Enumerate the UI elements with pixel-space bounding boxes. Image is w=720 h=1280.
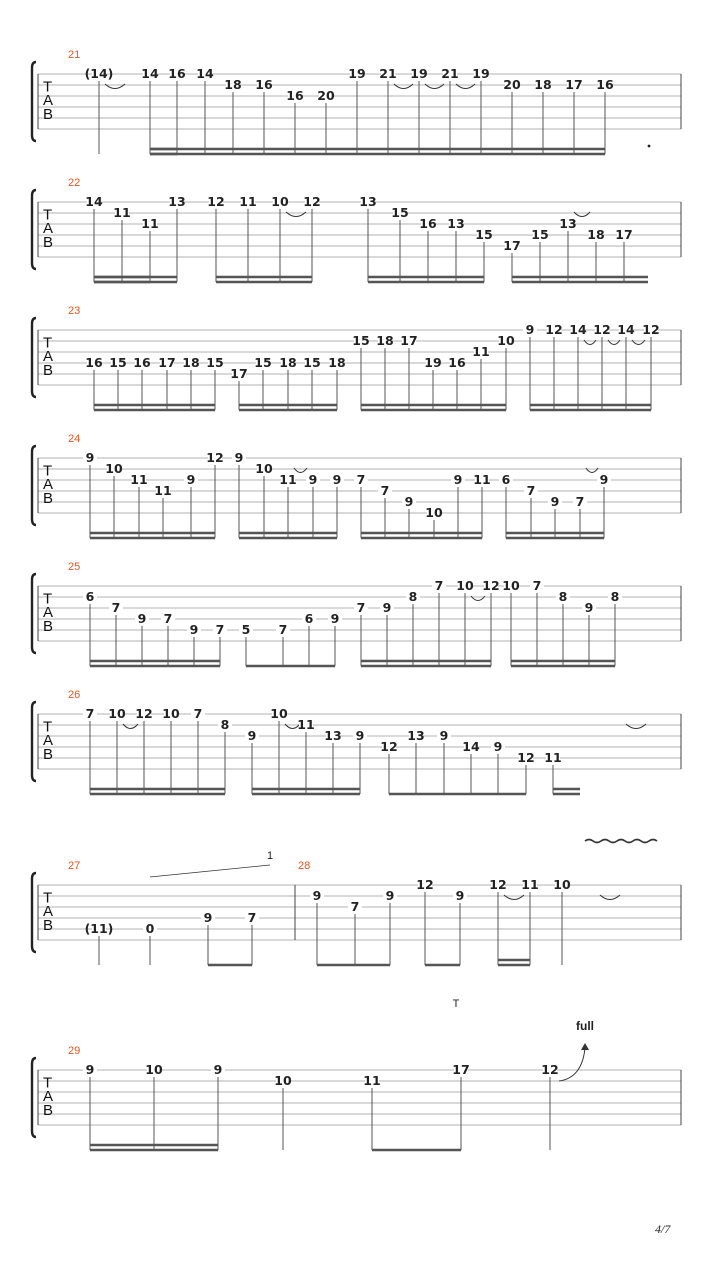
fret-number: 14 (462, 739, 480, 754)
fret-number: 12 (489, 877, 507, 892)
tab-clef-letter: B (43, 489, 54, 507)
dot (648, 145, 651, 148)
tab-clef-letter: A (43, 1088, 54, 1106)
fret-number: 16 (596, 77, 614, 92)
fret-number: 16 (133, 355, 151, 370)
fret-number: 12 (593, 322, 611, 337)
fret-number: 16 (255, 77, 273, 92)
fret-number: 9 (453, 472, 463, 487)
fret-number: 9 (404, 494, 414, 509)
fret-number: 17 (565, 77, 583, 92)
fret-number: 8 (610, 589, 620, 604)
tab-clef-letter: B (43, 361, 54, 379)
fret-number: 10 (270, 706, 288, 721)
fret-number: 6 (85, 589, 95, 604)
fret-number: 7 (85, 706, 95, 721)
fingering-number: 1 (266, 850, 274, 862)
tab-clef-letter: T (43, 462, 53, 480)
fret-number: 8 (408, 589, 418, 604)
tab-clef-letter: A (43, 476, 54, 494)
fret-number: 7 (193, 706, 203, 721)
tab-clef-letter: A (43, 220, 54, 238)
beam-layer (90, 81, 660, 1150)
fret-number: 12 (642, 322, 660, 337)
fret-number: 11 (239, 194, 257, 209)
fret-number: 9 (355, 728, 365, 743)
fret-number: 10 (553, 877, 571, 892)
bend-arrowhead (581, 1043, 589, 1050)
fret-number: 8 (220, 717, 230, 732)
measure-number: 25 (68, 561, 81, 573)
fret-number: 15 (254, 355, 272, 370)
fret-number: 10 (271, 194, 289, 209)
system-bracket (32, 574, 36, 653)
system-bracket (32, 1058, 36, 1137)
fret-number: 9 (382, 600, 392, 615)
fret-number: 11 (141, 216, 159, 231)
measure-number: 28 (298, 860, 311, 872)
fret-number: 18 (328, 355, 346, 370)
tab-clef-letter: T (43, 206, 53, 224)
system-bracket (32, 62, 36, 141)
fret-number: 14 (617, 322, 635, 337)
fret-number: 17 (158, 355, 176, 370)
fret-number: 16 (286, 88, 304, 103)
fret-number: 12 (135, 706, 153, 721)
fret-number: 9 (493, 739, 503, 754)
tap-marker: T (452, 998, 460, 1010)
fret-number: 15 (475, 227, 493, 242)
fret-number: 7 (247, 910, 257, 925)
fret-number: 9 (312, 888, 322, 903)
bend-arrow (559, 1048, 585, 1081)
fret-number: 11 (521, 877, 539, 892)
tab-clef-letter: A (43, 903, 54, 921)
system-bracket (32, 873, 36, 952)
fret-number: 10 (456, 578, 474, 593)
system-bracket (32, 446, 36, 525)
fret-number: 10 (274, 1073, 292, 1088)
fret-number: 7 (380, 483, 390, 498)
fret-number: 10 (502, 578, 520, 593)
fret-number: 15 (206, 355, 224, 370)
fret-number: 11 (297, 717, 315, 732)
fret-number: 10 (255, 461, 273, 476)
fret-number: 10 (108, 706, 126, 721)
fret-number: 17 (400, 333, 418, 348)
tab-clef-letter: T (43, 334, 53, 352)
tab-clef-letter: T (43, 1074, 53, 1092)
fret-number: 11 (279, 472, 297, 487)
fret-number: 20 (317, 88, 335, 103)
vibrato-line (585, 840, 657, 843)
fret-number: 17 (452, 1062, 470, 1077)
page-number: 4/7 (655, 1222, 671, 1236)
fret-number: 12 (482, 578, 500, 593)
fret-number: 7 (215, 622, 225, 637)
measure-number: 24 (68, 433, 81, 445)
fret-number: 15 (352, 333, 370, 348)
tab-clef-letter: B (43, 1101, 54, 1119)
fret-number: 9 (137, 611, 147, 626)
fret-number: 19 (424, 355, 442, 370)
fret-number: 16 (419, 216, 437, 231)
fret-number: 18 (279, 355, 297, 370)
fret-number: 11 (113, 205, 131, 220)
fret-number: 18 (376, 333, 394, 348)
fret-number: 9 (330, 611, 340, 626)
fret-number: 5 (241, 622, 251, 637)
fret-number: 12 (517, 750, 535, 765)
fret-number: 15 (303, 355, 321, 370)
fret-number: 7 (532, 578, 542, 593)
fret-number: 9 (85, 450, 95, 465)
fret-number: 6 (501, 472, 511, 487)
fret-number: 14 (141, 66, 159, 81)
fret-number: 13 (559, 216, 577, 231)
fret-number: 9 (85, 1062, 95, 1077)
fret-number: 12 (206, 450, 224, 465)
fret-number: 7 (575, 494, 585, 509)
tab-clef-letter: A (43, 92, 54, 110)
fret-number: 13 (168, 194, 186, 209)
fret-number: 10 (145, 1062, 163, 1077)
fret-number: 15 (531, 227, 549, 242)
fret-number: 11 (130, 472, 148, 487)
fret-number: 11 (472, 344, 490, 359)
fret-number: 17 (230, 366, 248, 381)
tab-clef-letter: B (43, 916, 54, 934)
fret-number: 11 (473, 472, 491, 487)
fret-number: 8 (558, 589, 568, 604)
fret-number: 10 (497, 333, 515, 348)
fret-number: 12 (380, 739, 398, 754)
fret-number: 18 (182, 355, 200, 370)
tab-clef-letter: T (43, 718, 53, 736)
tab-clef-letter: B (43, 617, 54, 635)
measure-number: 21 (68, 49, 81, 61)
tab-clef-letter: T (43, 78, 53, 96)
fret-number: 18 (224, 77, 242, 92)
measure-number: 27 (68, 860, 81, 872)
fret-number: 18 (587, 227, 605, 242)
tab-clef-letter: B (43, 745, 54, 763)
fret-number: 17 (503, 238, 521, 253)
fret-number: 17 (615, 227, 633, 242)
tab-clef-letter: A (43, 604, 54, 622)
fret-number: 9 (234, 450, 244, 465)
fret-number: 14 (85, 194, 103, 209)
fret-number: 9 (332, 472, 342, 487)
fret-number: 7 (356, 472, 366, 487)
fret-number-layer (68, 49, 660, 1088)
fret-number: 12 (416, 877, 434, 892)
fret-number: 14 (196, 66, 214, 81)
fret-number: (14) (84, 66, 114, 81)
tab-clef-letter: B (43, 105, 54, 123)
fret-number: 7 (356, 600, 366, 615)
fret-number: 9 (455, 888, 465, 903)
tab-clef-letter: B (43, 233, 54, 251)
fret-number: 13 (324, 728, 342, 743)
fret-number: 14 (569, 322, 587, 337)
fret-number: 11 (544, 750, 562, 765)
fret-number: 7 (111, 600, 121, 615)
fret-number: 13 (359, 194, 377, 209)
fret-number: 7 (163, 611, 173, 626)
fret-number: 9 (189, 622, 199, 637)
measure-number: 26 (68, 689, 81, 701)
fret-number: 7 (278, 622, 288, 637)
fret-number: 12 (303, 194, 321, 209)
fret-number: 12 (545, 322, 563, 337)
tab-clef-letter: A (43, 348, 54, 366)
system-bracket (32, 190, 36, 269)
fret-number: 7 (350, 899, 360, 914)
fret-number: 9 (213, 1062, 223, 1077)
fret-number: 6 (304, 611, 314, 626)
fret-number: 9 (525, 322, 535, 337)
tab-clef-letter: T (43, 590, 53, 608)
system-bracket (32, 318, 36, 397)
fret-number: 15 (109, 355, 127, 370)
fret-number: 9 (247, 728, 257, 743)
tab-clef-letter: T (43, 889, 53, 907)
fret-number: 9 (203, 910, 213, 925)
measure-number: 22 (68, 177, 81, 189)
fret-number: 9 (439, 728, 449, 743)
fret-number: 12 (541, 1062, 559, 1077)
tab-clef-letter: A (43, 732, 54, 750)
fret-number: 13 (407, 728, 425, 743)
fret-number: 10 (162, 706, 180, 721)
fret-number: 19 (348, 66, 366, 81)
fret-number: 10 (105, 461, 123, 476)
fret-number: 16 (448, 355, 466, 370)
fret-number: 9 (550, 494, 560, 509)
fret-number: 9 (385, 888, 395, 903)
fret-number: 10 (425, 505, 443, 520)
fret-number: 18 (534, 77, 552, 92)
fret-number: 19 (410, 66, 428, 81)
fret-number: (11) (84, 921, 114, 936)
fret-number: 12 (207, 194, 225, 209)
slide-line (150, 865, 270, 877)
fret-number: 20 (503, 77, 521, 92)
fret-number: 9 (308, 472, 318, 487)
measure-number: 29 (68, 1045, 81, 1057)
fret-number: 19 (472, 66, 490, 81)
fret-number: 0 (145, 921, 155, 936)
system-bracket (32, 702, 36, 781)
fret-number: 15 (391, 205, 409, 220)
fret-number: 16 (85, 355, 103, 370)
fret-number: 13 (447, 216, 465, 231)
fret-number: 11 (363, 1073, 381, 1088)
fret-number: 16 (168, 66, 186, 81)
fret-number: 9 (186, 472, 196, 487)
measure-number: 23 (68, 305, 81, 317)
fret-number: 21 (441, 66, 459, 81)
bend-label: full (576, 1019, 594, 1033)
fret-number: 9 (599, 472, 609, 487)
fret-number: 21 (379, 66, 397, 81)
fret-number: 9 (584, 600, 594, 615)
fret-number: 7 (434, 578, 444, 593)
fret-number: 7 (526, 483, 536, 498)
fret-number: 11 (154, 483, 172, 498)
